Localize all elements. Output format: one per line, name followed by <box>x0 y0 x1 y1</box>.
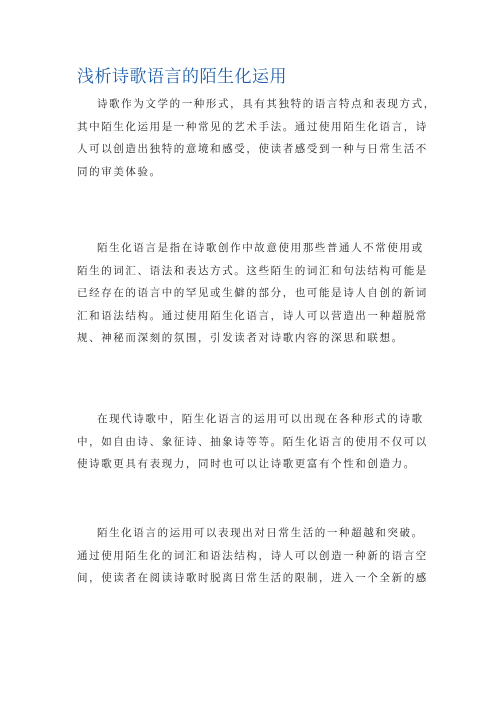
paragraph-line: 在现代诗歌中，陌生化语言的运用可以出现在各种形式的诗歌 <box>97 413 424 425</box>
paragraph-4 <box>77 522 437 590</box>
paragraph-line: 间，使读者在阅读诗歌时脱离日常生活的限制，进入一个全新的感 <box>77 572 428 584</box>
document-title: 浅析诗歌语言的陌生化运用 <box>77 67 287 87</box>
paragraph-line: 通过使用陌生化的词汇和语法结构，诗人可以创造一种新的语言空 <box>77 549 428 562</box>
paragraph-line: 中，如自由诗、象征诗、抽象诗等等。陌生化语言的使用不仅可以 <box>77 435 428 448</box>
paragraph-line: 已经存在的语言中的罕见或生僻的部分，也可能是诗人自创的新词 <box>77 287 428 299</box>
paragraph-line: 使诗歌更具有表现力，同时也可以让诗歌更富有个性和创造力。 <box>77 458 416 470</box>
paragraph-line: 同的审美体验。 <box>77 165 162 178</box>
paragraph-line: 汇和语法结构。通过使用陌生化语言，诗人可以营造出一种超脱常 <box>77 309 428 322</box>
paragraph-2 <box>77 237 437 350</box>
paragraph-line: 陌生化语言是指在诗歌创作中故意使用那些普通人不常使用或 <box>97 242 424 254</box>
paragraph-line: 诗歌作为文学的一种形式，具有其独特的语言特点和表现方式， <box>97 98 436 110</box>
paragraph-1 <box>77 93 437 183</box>
paragraph-line: 陌生化语言的运用可以表现出对日常生活的一种超越和突破。 <box>97 527 424 539</box>
paragraph-line: 陌生的词汇、语法和表达方式。这些陌生的词汇和句法结构可能是 <box>77 264 428 277</box>
paragraph-line: 其中陌生化运用是一种常见的艺术手法。通过使用陌生化语言，诗 <box>77 120 428 133</box>
paragraph-line: 规、神秘而深刻的氛围，引发读者对诗歌内容的深思和联想。 <box>77 332 404 344</box>
paragraph-3 <box>77 408 437 476</box>
paragraph-line: 人可以创造出独特的意境和感受，使读者感受到一种与日常生活不 <box>77 143 428 155</box>
